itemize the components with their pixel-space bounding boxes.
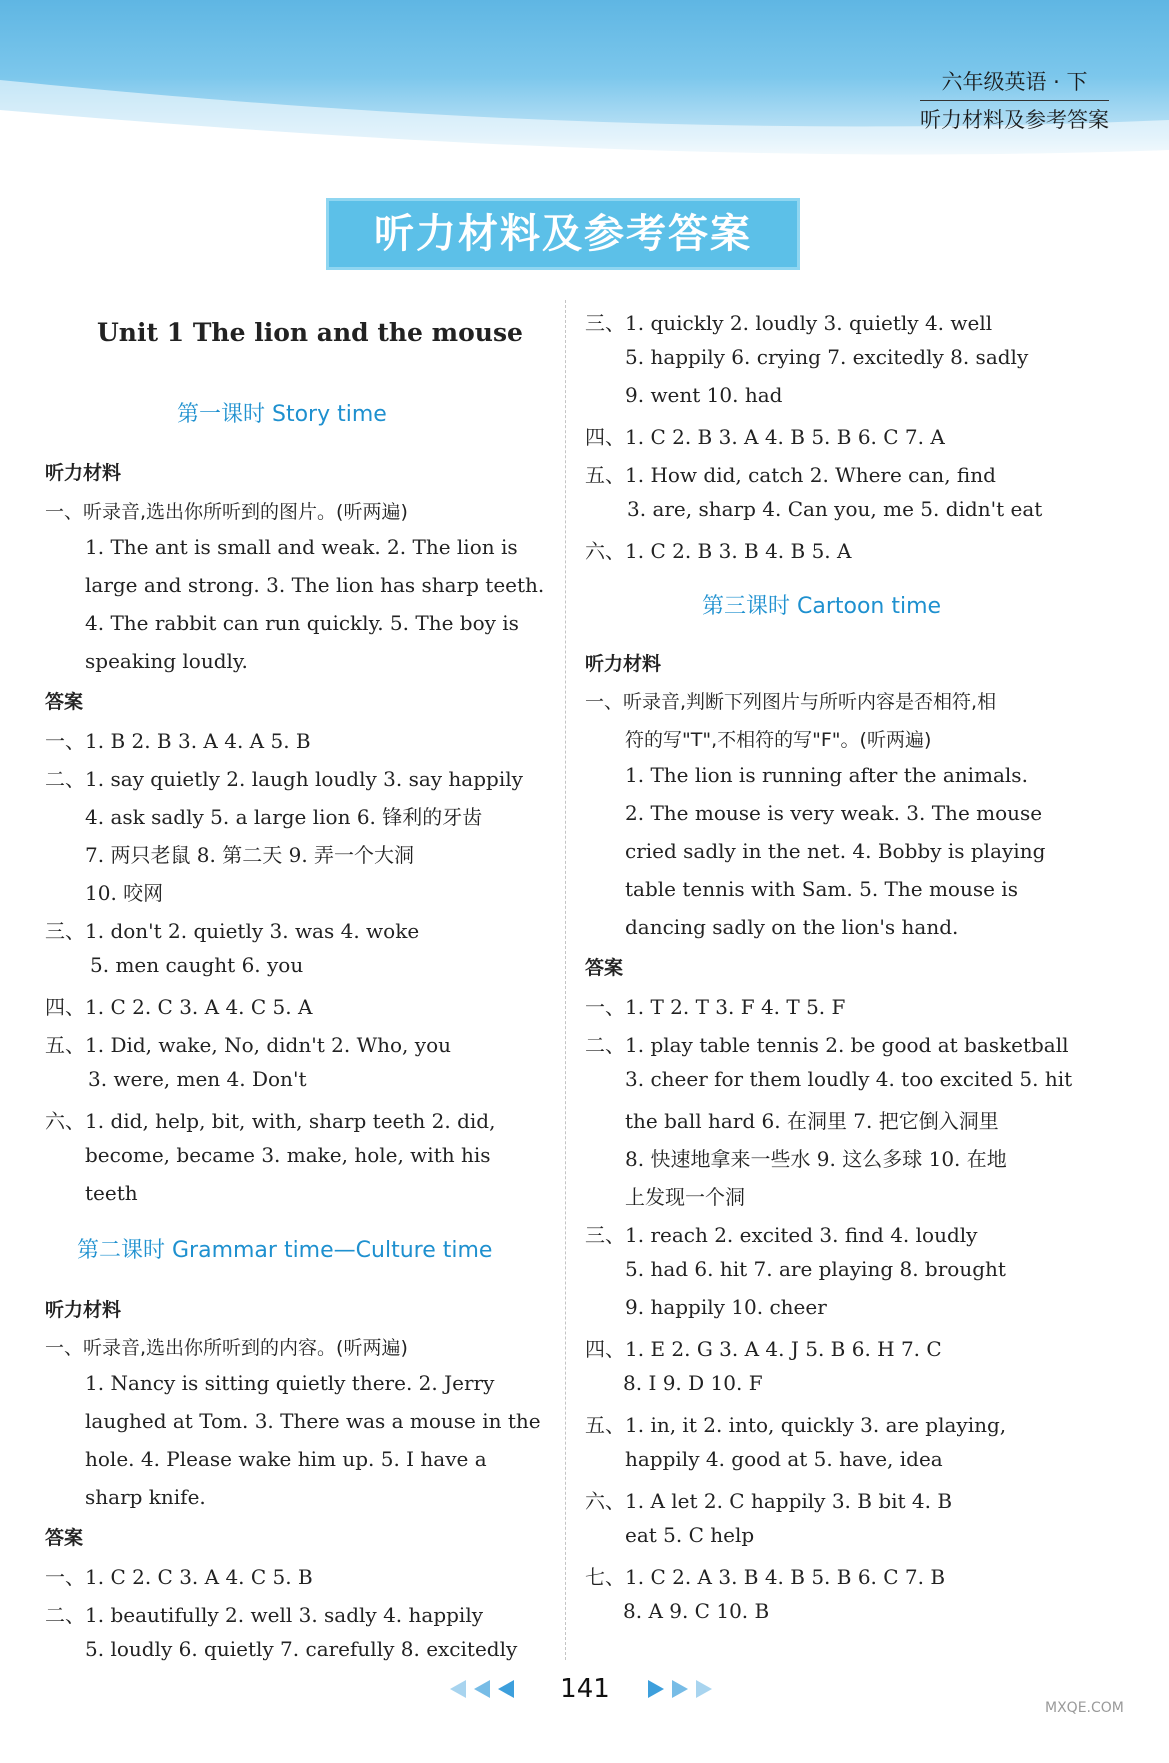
answer-line: 一、1. B 2. B 3. A 4. A 5. B	[45, 729, 311, 753]
answer-line: 三、1. quickly 2. loudly 3. quietly 4. well	[585, 311, 993, 335]
answer-line: eat 5. C help	[625, 1523, 755, 1547]
section-heading: 听力材料	[45, 462, 122, 484]
next-arrow-icon	[696, 1680, 712, 1698]
watermark-text: MXQE.COM	[1045, 1700, 1124, 1716]
answer-line: 三、1. reach 2. excited 3. find 4. loudly	[585, 1223, 978, 1247]
page-title: 听力材料及参考答案	[374, 211, 752, 257]
answer-line: 四、1. C 2. C 3. A 4. C 5. A	[45, 995, 313, 1019]
answer-line: 7. 两只老鼠 8. 第二天 9. 弄一个大洞	[85, 843, 415, 867]
answer-line: 二、1. beautifully 2. well 3. sadly 4. happily	[45, 1603, 484, 1627]
prev-arrow-icon	[474, 1680, 490, 1698]
prev-arrow-icon	[450, 1680, 466, 1698]
answer-line: 五、1. How did, catch 2. Where can, find	[585, 463, 996, 487]
answer-line: 4. ask sadly 5. a large lion 6. 锋利的牙齿	[85, 805, 483, 829]
text-line: large and strong. 3. The lion has sharp teeth.	[85, 573, 545, 597]
prev-arrow-icon	[498, 1680, 514, 1698]
header-grade: 六年级英语 · 下	[920, 66, 1109, 101]
answer-line: 3. are, sharp 4. Can you, me 5. didn't eat	[627, 497, 1043, 521]
question-heading: 一、听录音,判断下列图片与所听内容是否相符,相	[585, 691, 997, 713]
answer-line: 四、1. E 2. G 3. A 4. J 5. B 6. H 7. C	[585, 1337, 942, 1361]
answer-line: 一、1. C 2. C 3. A 4. C 5. B	[45, 1565, 313, 1589]
section-heading: 答案	[585, 957, 624, 979]
page-number: 141	[560, 1674, 610, 1704]
text-line: laughed at Tom. 3. There was a mouse in the	[85, 1409, 541, 1433]
answer-line: become, became 3. make, hole, with his	[85, 1143, 491, 1167]
answer-line: 5. had 6. hit 7. are playing 8. brought	[625, 1257, 1006, 1281]
answer-line: 9. happily 10. cheer	[625, 1295, 827, 1319]
section-heading: 答案	[45, 691, 84, 713]
answer-line: 六、1. A let 2. C happily 3. B bit 4. B	[585, 1489, 953, 1513]
answer-line: the ball hard 6. 在洞里 7. 把它倒入洞里	[625, 1109, 999, 1133]
text-line: 1. The lion is running after the animals.	[625, 763, 1028, 787]
answer-line: 3. were, men 4. Don't	[88, 1067, 307, 1091]
next-arrow-icon	[672, 1680, 688, 1698]
answer-line: 8. 快速地拿来一些水 9. 这么多球 10. 在地	[625, 1147, 1007, 1171]
unit-title: Unit 1 The lion and the mouse	[97, 318, 523, 347]
text-line: 2. The mouse is very weak. 3. The mouse	[625, 801, 1043, 825]
column-divider	[565, 300, 566, 1660]
question-heading: 一、听录音,选出你所听到的图片。(听两遍)	[45, 501, 408, 523]
text-line: sharp knife.	[85, 1485, 206, 1509]
text-line: 1. The ant is small and weak. 2. The lion is	[85, 535, 518, 559]
question-heading: 一、听录音,选出你所听到的内容。(听两遍)	[45, 1337, 408, 1359]
text-line: cried sadly in the net. 4. Bobby is playing	[625, 839, 1046, 863]
lesson-heading: 第三课时 Cartoon time	[702, 594, 942, 619]
section-heading: 听力材料	[45, 1299, 122, 1321]
answer-line: 10. 咬网	[85, 881, 164, 905]
text-line: 1. Nancy is sitting quietly there. 2. Jerry	[85, 1371, 495, 1395]
text-line: hole. 4. Please wake him up. 5. I have a	[85, 1447, 487, 1471]
question-heading: 符的写"T",不相符的写"F"。(听两遍)	[625, 729, 932, 751]
text-line: table tennis with Sam. 5. The mouse is	[625, 877, 1018, 901]
text-line: speaking loudly.	[85, 649, 248, 673]
page-footer	[440, 1672, 730, 1708]
text-line: dancing sadly on the lion's hand.	[625, 915, 959, 939]
answer-line: 上发现一个洞	[625, 1185, 745, 1209]
answer-line: 二、1. play table tennis 2. be good at basketball	[585, 1033, 1069, 1057]
lesson-heading: 第二课时 Grammar time—Culture time	[77, 1238, 493, 1263]
text-line: 4. The rabbit can run quickly. 5. The boy is	[85, 611, 519, 635]
answer-line: 8. A 9. C 10. B	[623, 1599, 770, 1623]
answer-line: 9. went 10. had	[625, 383, 783, 407]
answer-line: 一、1. T 2. T 3. F 4. T 5. F	[585, 995, 846, 1019]
answer-line: 六、1. C 2. B 3. B 4. B 5. A	[585, 539, 852, 563]
next-arrow-icon	[648, 1680, 664, 1698]
answer-line: 七、1. C 2. A 3. B 4. B 5. B 6. C 7. B	[585, 1565, 946, 1589]
answer-line: 三、1. don't 2. quietly 3. was 4. woke	[45, 919, 420, 943]
answer-line: 四、1. C 2. B 3. A 4. B 5. B 6. C 7. A	[585, 425, 945, 449]
answer-line: happily 4. good at 5. have, idea	[625, 1447, 943, 1471]
answer-line: teeth	[85, 1181, 138, 1205]
lesson-heading: 第一课时 Story time	[177, 402, 387, 427]
section-heading: 听力材料	[585, 653, 662, 675]
answer-line: 五、1. Did, wake, No, didn't 2. Who, you	[45, 1033, 451, 1057]
answer-line: 3. cheer for them loudly 4. too excited 5. hit	[625, 1067, 1073, 1091]
answer-line: 六、1. did, help, bit, with, sharp teeth 2. did,	[45, 1109, 496, 1133]
answer-line: 5. happily 6. crying 7. excitedly 8. sadly	[625, 345, 1029, 369]
answer-line: 五、1. in, it 2. into, quickly 3. are playing,	[585, 1413, 1007, 1437]
answer-line: 二、1. say quietly 2. laugh loudly 3. say happily	[45, 767, 523, 791]
section-heading: 答案	[45, 1527, 84, 1549]
answer-line: 8. I 9. D 10. F	[623, 1371, 763, 1395]
page-title-box	[326, 198, 800, 270]
answer-line: 5. men caught 6. you	[90, 953, 304, 977]
answer-line: 5. loudly 6. quietly 7. carefully 8. excitedly	[85, 1637, 518, 1661]
header-subtitle: 听力材料及参考答案	[920, 108, 1109, 132]
page-header	[920, 66, 1109, 134]
